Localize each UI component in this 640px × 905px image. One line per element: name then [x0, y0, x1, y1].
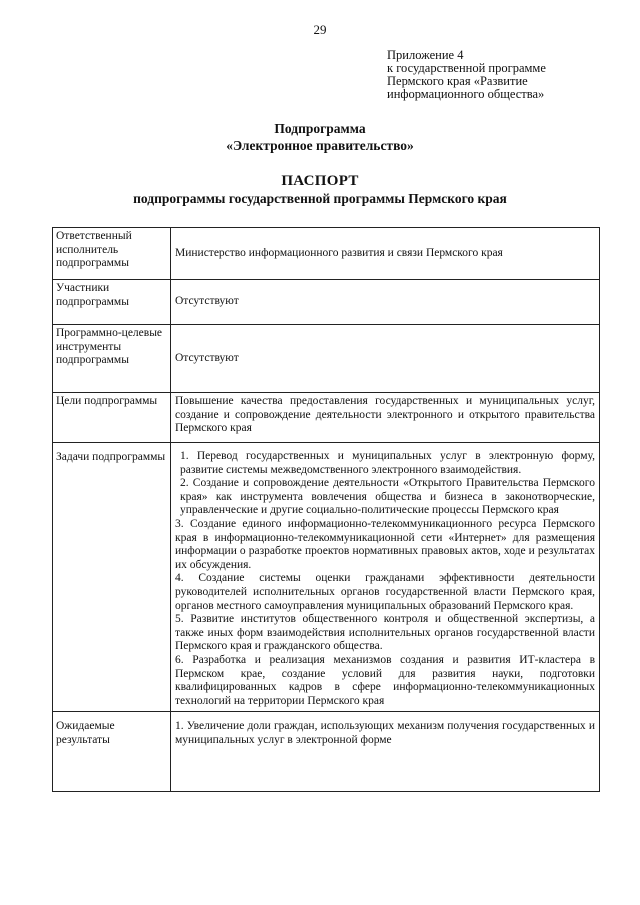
- table-row: [53, 280, 600, 325]
- table-row: [53, 325, 600, 393]
- table-row: [53, 393, 600, 443]
- row-label: Ожидаемые результаты: [53, 712, 171, 792]
- row-label: Программно-целевые инструменты подпрограммы: [53, 325, 171, 393]
- tasks-list: [171, 443, 600, 712]
- row-value: Отсутствуют: [171, 325, 600, 393]
- row-label: Участники подпрограммы: [53, 280, 171, 325]
- row-value: Министерство информационного развития и связи Пермского края: [171, 228, 600, 280]
- appendix-line: к государственной программе: [387, 61, 546, 75]
- appendix-line: Пермского края «Развитие: [387, 74, 528, 88]
- appendix-note: [387, 49, 627, 101]
- passport-title: ПАСПОРТ: [281, 173, 359, 189]
- row-value: Отсутствуют: [171, 280, 600, 325]
- page-number: 29: [313, 22, 327, 37]
- task-item: 4. Создание системы оценки гражданами эффективности деятельности руководителей исполнительных органов государственной власти Пермского края, органов местного самоуправления муниципальных образований Пермского края.: [175, 572, 595, 612]
- task-item: 1. Перевод государственных и муниципальных услуг в электронную форму, развитие системы межведомственного электронного взаимодействия.: [180, 450, 595, 476]
- passport-subtitle: подпрограммы государственной программы Пермского края: [133, 191, 507, 206]
- task-item: 5. Развитие институтов общественного контроля и общественной экспертизы, а также иных форм взаимодействия исполнительных органов государственной власти Пермского края и гражданского общества.: [175, 613, 595, 653]
- task-item: 6. Разработка и реализация механизмов создания и развития ИТ-кластера в Пермском крае, создание условий для развития науки, подготовки квалифицированных кадров в сфере информационно-телекоммуникационных технологий на территории Пермского края: [175, 653, 595, 707]
- table-row: [53, 228, 600, 280]
- appendix-line: информационного общества»: [387, 87, 545, 101]
- table-row: [53, 712, 600, 792]
- row-value: 1. Увеличение доли граждан, использующих механизм получения государственных и муниципальных услуг в электронной форме: [171, 712, 600, 792]
- subprogram-name: «Электронное правительство»: [226, 138, 414, 153]
- appendix-line: Приложение 4: [387, 48, 464, 62]
- table-row: [53, 443, 600, 712]
- row-value: Повышение качества предоставления государственных и муниципальных услуг, создание и сопровождение деятельности электронного и открытого правительства Пермского края: [171, 393, 600, 443]
- task-item: 2. Создание и сопровождение деятельности «Открытого Правительства Пермского края» как инструмента вовлечения общества и бизнеса в законотворческие, управленческие и другие социально-политические процессы Пермского края: [180, 477, 595, 517]
- passport-table: [52, 227, 600, 792]
- subprogram-heading: Подпрограмма: [274, 121, 366, 136]
- row-label: Ответственный исполнитель подпрограммы: [53, 228, 171, 280]
- row-label: Задачи подпрограммы: [53, 443, 171, 712]
- task-item: 3. Создание единого информационно-телекоммуникационного ресурса Пермского края в информационно-телекоммуникационной сети «Интернет» для размещения информации о разработке проектов нормативных правовых актов, ходе и результатах их обсуждения.: [175, 517, 595, 571]
- row-label: Цели подпрограммы: [53, 393, 171, 443]
